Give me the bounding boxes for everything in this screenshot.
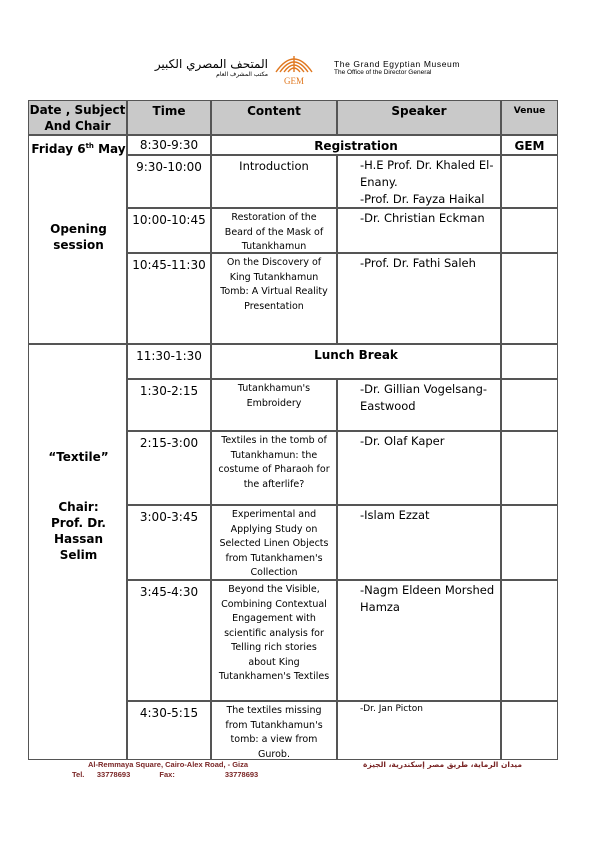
arabic-letterhead [98,58,268,79]
opening-session-cell [28,135,127,344]
time-cell: 4:30-5:15 [127,701,211,760]
time-cell: 10:00-10:45 [127,208,211,253]
registration-cell: Registration [211,135,501,155]
english-museum-name: The Grand Egyptian Museum [334,59,461,69]
venue-cell [501,580,558,701]
venue-cell [501,253,558,344]
time-cell: 9:30-10:00 [127,155,211,208]
venue-cell [501,344,558,379]
venue-cell [501,431,558,505]
venue-cell [501,379,558,431]
content-cell: Restoration of the Beard of the Mask of Tutankhamun [211,208,337,253]
speaker-cell: -Dr. Gillian Vogelsang-Eastwood [337,379,501,431]
arabic-museum-name: المتحف المصري الكبير [154,57,268,71]
speaker-cell: -Nagm Eldeen Morshed Hamza [337,580,501,701]
footer-contact: Tel. 33778693 Fax: 33778693 [72,770,259,779]
time-cell: 3:00-3:45 [127,505,211,580]
textile-session-label: “Textile” [48,450,109,464]
header-date-subject-chair: Date , Subject And Chair [28,100,127,135]
speaker-cell: -Dr. Olaf Kaper [337,431,501,505]
venue-cell: GEM [501,135,558,155]
english-office-name: The Office of the Director General [334,69,432,76]
venue-cell [501,701,558,760]
time-cell: 1:30-2:15 [127,379,211,431]
header-venue: Venue [501,100,558,135]
time-cell: 11:30-1:30 [127,344,211,379]
page-footer [0,760,595,784]
footer-address: Al-Remmaya Square, Cairo-Alex Road, - Giza [88,760,249,769]
speaker-name: -H.E Prof. Dr. Khaled El-Enany. [360,158,494,189]
time-cell: 8:30-9:30 [127,135,211,155]
speaker-cell: -Dr. Christian Eckman [337,208,501,253]
arabic-office-name: مكتب المشرف العام [216,71,268,78]
header-content: Content [211,100,337,135]
header-time: Time [127,100,211,135]
content-cell: Tutankhamun's Embroidery [211,379,337,431]
venue-cell [501,155,558,208]
logo-text: GEM [284,76,304,86]
letterhead [0,50,595,90]
content-cell: On the Discovery of King Tutankhamun Tomb: A Virtual Reality Presentation [211,253,337,344]
speaker-cell: -Islam Ezzat [337,505,501,580]
chair-label: Chair: [58,500,99,514]
chair-name: Prof. Dr. Hassan Selim [51,516,106,562]
speaker-cell: -Prof. Dr. Fathi Saleh [337,253,501,344]
session-date: Friday 6th May [31,142,126,156]
content-cell: Experimental and Applying Study on Selected Linen Objects from Tutankhamen's Collection [211,505,337,580]
english-letterhead [334,59,524,77]
content-cell: Beyond the Visible, Combining Contextual Engagement with scientific analysis for Telling rich stories about King Tutankhamen's Textiles [211,580,337,701]
venue-cell [501,208,558,253]
venue-cell [501,505,558,580]
footer-arabic-address: ميدان الرماية، طريق مصر إسكندرية، الجيزة [363,760,522,769]
time-cell: 3:45-4:30 [127,580,211,701]
header-speaker: Speaker [337,100,501,135]
gem-logo-icon [268,52,320,88]
speaker-name: -Prof. Dr. Fayza Haikal [360,192,485,206]
content-cell: Textiles in the tomb of Tutankhamun: the costume of Pharaoh for the afterlife? [211,431,337,505]
speaker-cell [337,155,501,208]
content-cell: The textiles missing from Tutankhamun's tomb: a view from Gurob. [211,701,337,760]
speaker-cell: -Dr. Jan Picton [337,701,501,760]
textile-session-cell [28,344,127,760]
time-cell: 2:15-3:00 [127,431,211,505]
content-cell: Introduction [211,155,337,208]
lunch-break-cell: Lunch Break [211,344,501,379]
time-cell: 10:45-11:30 [127,253,211,344]
opening-session-label: Opening session [50,222,107,252]
